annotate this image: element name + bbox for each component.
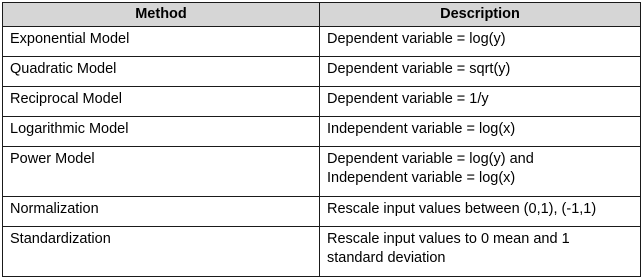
description-line: Independent variable = log(x) [327,170,516,186]
method-cell: Logarithmic Model [3,116,320,146]
table-row [3,56,641,86]
table-row [3,26,641,56]
table-row [3,196,641,226]
description-line: standard deviation [327,250,446,266]
description-cell [320,196,641,226]
method-cell: Normalization [3,196,320,226]
description-line: Dependent variable = 1/y [327,90,489,107]
description-line: Dependent variable = log(y) and [327,150,534,167]
description-cell [320,116,641,146]
table-row [3,86,641,116]
description-line: Rescale input values between (0,1), (-1,1) [327,200,597,217]
methods-table-container [2,2,640,277]
table-body [3,26,641,276]
description-line: Dependent variable = sqrt(y) [327,60,511,77]
method-cell: Exponential Model [3,26,320,56]
table-row [3,116,641,146]
description-line: Independent variable = log(x) [327,120,516,137]
description-line: Rescale input values to 0 mean and 1 [327,230,570,247]
header-method: Method [3,3,320,27]
method-cell: Reciprocal Model [3,86,320,116]
header-description: Description [320,3,641,27]
method-cell: Quadratic Model [3,56,320,86]
table-row [3,146,641,196]
description-cell [320,146,641,196]
header-row [3,3,641,27]
method-cell: Power Model [3,146,320,196]
methods-table [2,2,641,277]
table-row [3,226,641,276]
description-cell [320,86,641,116]
description-line: Dependent variable = log(y) [327,30,506,47]
description-cell [320,56,641,86]
description-cell [320,226,641,276]
description-cell [320,26,641,56]
method-cell: Standardization [3,226,320,276]
table-header [3,3,641,27]
